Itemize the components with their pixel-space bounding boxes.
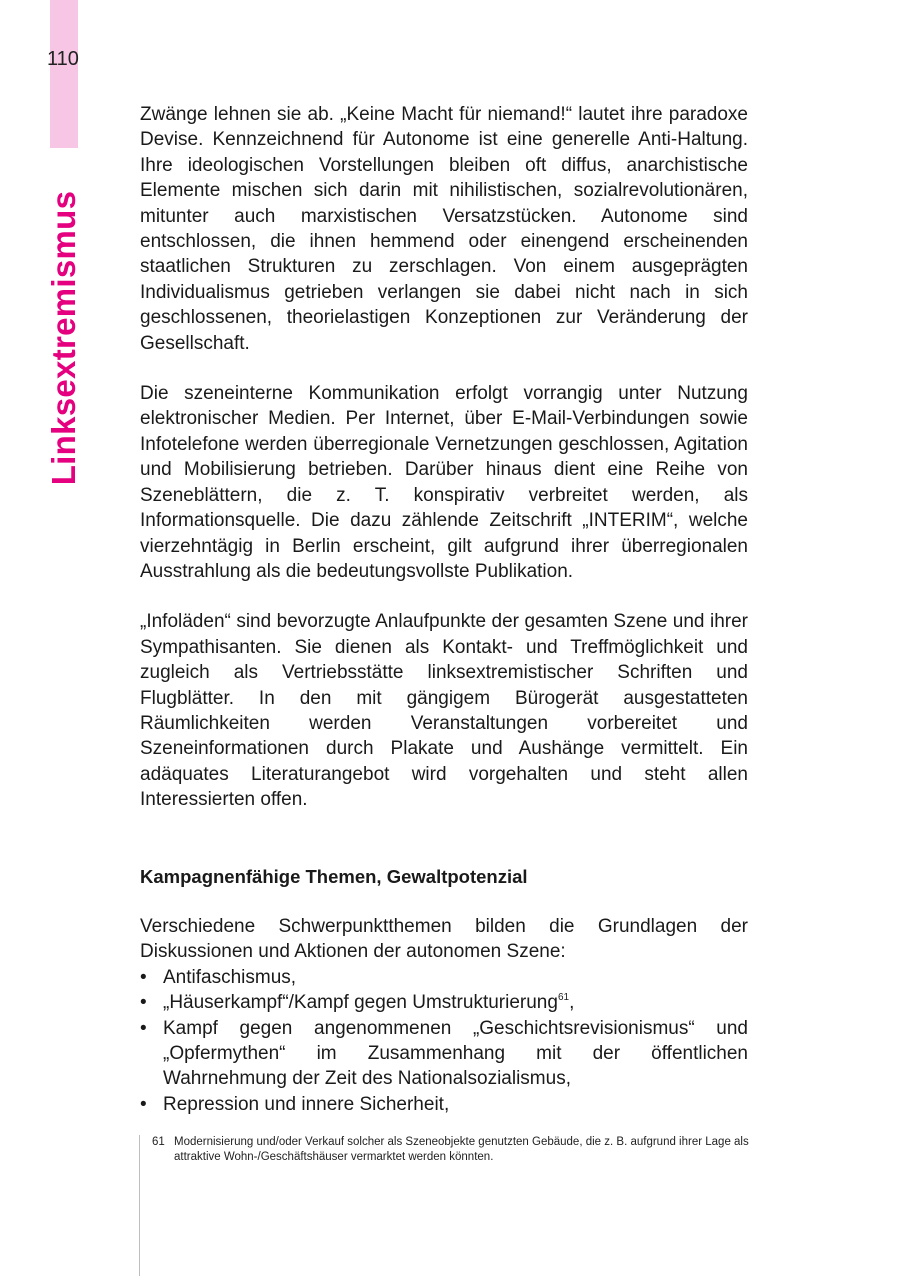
list-item-text: Antifaschismus, [163,966,297,988]
list-item [140,965,748,990]
footnote-text: Modernisierung und/oder Verkauf solcher als Szeneobjekte genutzten Gebäude, die z. B. aufgrund ihrer Lage als attraktive Wohn-/Geschäftshäuser vermarktet werden könnten. [174,1136,749,1163]
topic-list [140,965,748,1117]
intro-paragraph: Verschiedene Schwerpunktthemen bilden die Grundlagen der Diskussionen und Aktionen der autonomen Szene: [140,915,748,963]
paragraph: Zwänge lehnen sie ab. „Keine Macht für niemand!“ lautet ihre paradoxe Devise. Kennzeichnend für Autonome ist eine generelle Anti-Haltung. Ihre ideologischen Vorstellungen bleiben oft diffus, anarchistische Elemente mischen sich darin mit nihilistischen, sozialrevolutionären, mitunter auch marxistischen Versatzstücken. Autonome sind entschlossen, die ihnen hemmend oder einengend erscheinenden staatlichen Strukturen zu zerschlagen. Von einem ausgeprägten Individualismus getrieben verlangen sie dabei nicht nach in sich geschlossenen, theorielastigen Konzeptionen zur Veränderung der Gesellschaft. [140,104,748,354]
bullet-icon: • [140,966,147,988]
list-item-text: Kampf gegen angenommenen „Geschichtsrevisionismus“ und „Opfermythen“ im Zusammenhang mit der öffentlichen Wahrnehmung der Zeit des Nationalsozialismus, [163,1017,748,1090]
list-item-punctuation: , [569,992,575,1014]
paragraph: „Infoläden“ sind bevorzugte Anlaufpunkte der gesamten Szene und ihrer Sympathisanten. Sie dienen als Kontakt- und Treffmöglichkeit und zugleich als Vertriebsstätte linksextremistischer Schriften und Flugblätter. In den mit gängigem Bürogerät ausgestatteten Räumlichkeiten werden Veranstaltungen vorbereitet und Szeneinformationen durch Plakate und Aushänge vermittelt. Ein adäquates Literaturangebot wird vorgehalten und steht allen Interessierten offen. [140,611,748,811]
footnote-reference: 61 [557,992,570,1004]
section-label: Linksextremismus [45,190,82,486]
section-heading: Kampagnenfähige Themen, Gewaltpotenzial [140,865,528,887]
main-text [140,102,748,1117]
bullet-icon: • [140,1093,147,1115]
bullet-icon: • [140,992,147,1014]
list-item-text: Repression und innere Sicherheit, [163,1093,450,1115]
page-number: 110 [47,48,79,70]
paragraph: Die szeneinterne Kommunikation erfolgt vorrangig unter Nutzung elektronischer Medien. Per Internet, über E-Mail-Verbindungen sowie Infotelefone werden überregionale Vernetzungen geschlossen, Agitation und Mobilisierung betrieben. Darüber hinaus dient eine Reihe von Szeneblättern, die z. T. konspirativ verbreitet werden, als Informationsquelle. Die dazu zählende Zeitschrift „INTERIM“, welche vierzehntägig in Berlin erscheint, gilt aufgrund ihrer überregionalen Ausstrahlung als die bedeutungsvollste Publikation. [140,383,748,582]
list-item [140,1016,748,1092]
footnote-divider [139,1135,140,1276]
list-item [140,990,748,1015]
bullet-icon: • [140,1017,147,1039]
footnote-number: 61 [152,1136,165,1148]
footnote [152,1135,752,1165]
section-tab [50,0,78,148]
list-item-text: „Häuserkampf“/Kampf gegen Umstrukturierung [163,992,558,1014]
list-item [140,1092,748,1117]
